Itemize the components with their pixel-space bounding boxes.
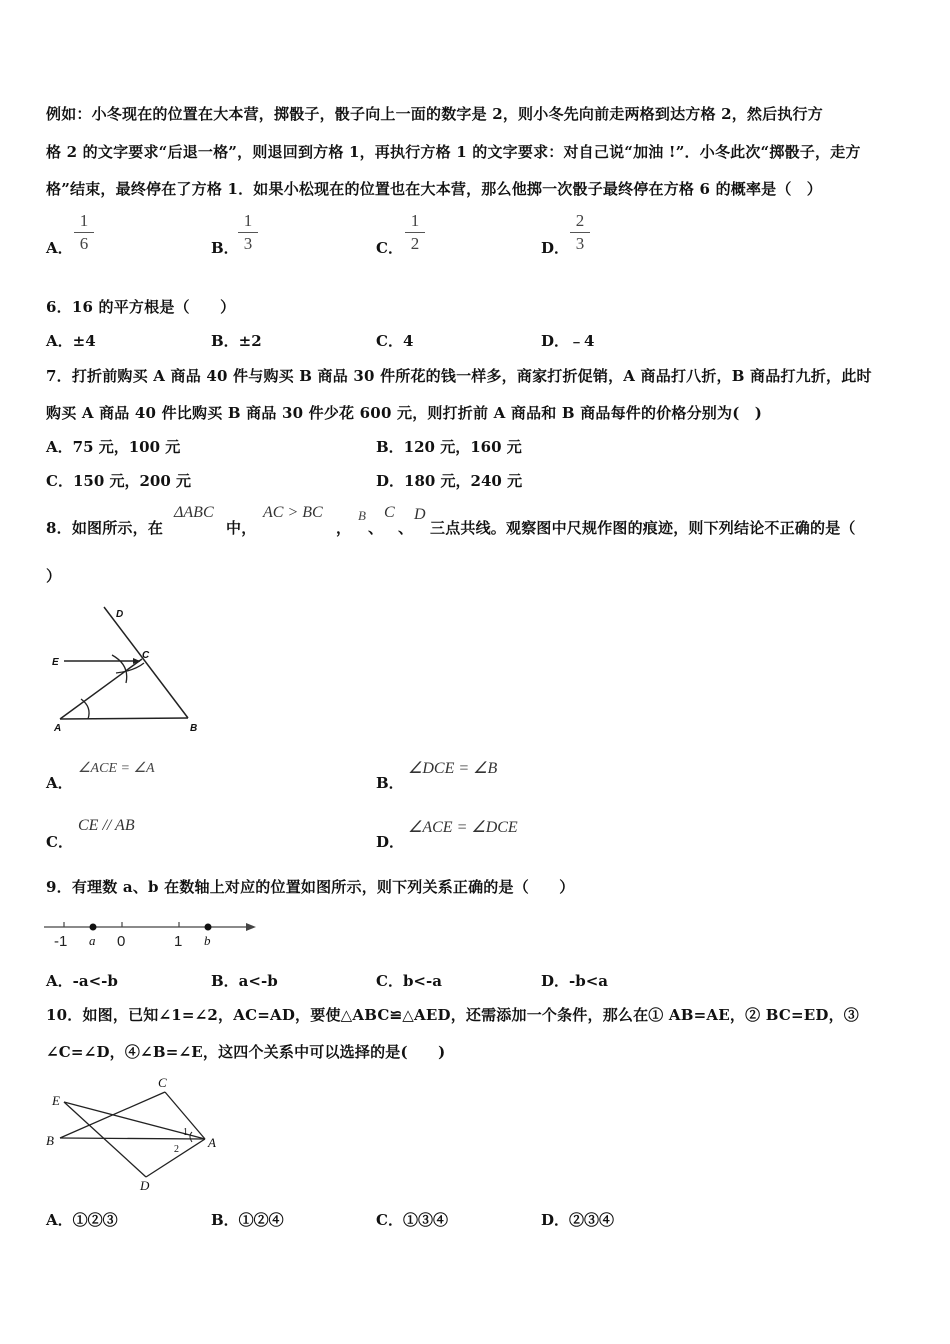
q5-option-d-label: D． [541, 239, 570, 257]
q6-option-a: A．±4 [46, 332, 96, 350]
q9-tick-neg1: -1 [54, 933, 68, 950]
q8-sep-1: 、 [368, 519, 384, 537]
q8-stem-prefix: 8．如图所示，在 [46, 519, 164, 537]
q9-tick-1: 1 [174, 933, 183, 950]
q6-stem: 6．16 的平方根是（ ） [46, 298, 236, 316]
q6-option-d: D．﹣4 [541, 332, 595, 350]
q8-inequality: AC > BC [263, 504, 323, 521]
q7-option-d: D．180 元，240 元 [376, 472, 523, 490]
q5-text-line-3: 格”结束，最终停在了方格 1．如果小松现在的位置也在大本营，那么他掷一次骰子最终停在方格 6 的概率是（ ） [46, 180, 822, 198]
q5-text-line-2: 格 2 的文字要求“后退一格”，则退回到方格 1，再执行方格 1 的文字要求：对自己说“加油 !”．小冬此次“掷骰子，走方 [46, 143, 861, 161]
q8-option-c-label: C． [46, 833, 73, 851]
q8-option-b-expr: ∠DCE = ∠B [408, 760, 498, 777]
q8-figure-label-b: B [190, 723, 198, 734]
q9-point-b-label: b [204, 933, 211, 948]
q9-option-a: A．-a<-b [46, 972, 118, 990]
q9-tick-0: 0 [117, 933, 126, 950]
q7-text-line-2: 购买 A 商品 40 件比购买 B 商品 30 件少花 600 元，则打折前 A 商品和 B 商品每件的价格分别为( ) [46, 404, 762, 422]
q5-option-c-fraction: 1 2 [405, 212, 425, 253]
q10-figure-label-c: C [158, 1075, 167, 1090]
q7-text-line-1: 7．打折前购买 A 商品 40 件与购买 B 商品 30 件所花的钱一样多，商家打折促销，A 商品打八折，B 商品打九折，此时 [46, 367, 872, 385]
q9-option-d: D．-b<a [541, 972, 609, 990]
q10-figure-label-a: A [208, 1135, 216, 1150]
q6-option-b: B．±2 [211, 332, 262, 350]
q8-point-b: B [358, 508, 366, 523]
q8-option-a-expr: ∠ACE = ∠A [78, 761, 155, 776]
q10-figure-angle-2: 2 [174, 1144, 179, 1155]
q8-option-b-label: B． [376, 774, 404, 792]
q8-figure-label-a: A [54, 723, 62, 734]
q8-figure [48, 603, 208, 738]
q7-option-b: B．120 元，160 元 [376, 438, 522, 456]
q10-option-c: C．①③④ [376, 1211, 448, 1229]
q8-triangle-abc: ΔABC [174, 504, 214, 521]
q10-figure [42, 1074, 232, 1194]
q9-option-c: C．b<-a [376, 972, 442, 990]
q7-option-c: C．150 元，200 元 [46, 472, 192, 490]
q8-option-d-label: D． [376, 833, 405, 851]
q10-figure-label-d: D [140, 1178, 150, 1193]
q5-option-d-fraction: 2 3 [570, 212, 590, 253]
q9-stem: 9．有理数 a、b 在数轴上对应的位置如图所示，则下列关系正确的是（ ） [46, 878, 575, 896]
q5-option-b-label: B． [211, 239, 239, 257]
q5-option-b-fraction: 1 3 [238, 212, 258, 253]
q10-option-d: D．②③④ [541, 1211, 615, 1229]
q8-sep-2: 、 [398, 519, 414, 537]
q5-option-a-fraction: 1 6 [74, 212, 94, 253]
q10-figure-label-e: E [52, 1093, 60, 1108]
q10-figure-label-b: B [46, 1133, 54, 1148]
q8-stem-mid: 中， [226, 519, 257, 537]
q8-figure-label-d: D [116, 609, 124, 620]
q8-comma: ， [336, 519, 352, 537]
q7-option-a: A．75 元，100 元 [46, 438, 181, 456]
q8-figure-label-c: C [142, 650, 150, 661]
q10-option-a: A．①②③ [46, 1211, 118, 1229]
q5-option-a-label: A． [46, 239, 73, 257]
q10-text-line-1: 10．如图，已知∠1=∠2，AC=AD，要使△ABC≌△AED，还需添加一个条件，那么在① AB=AE，② BC=ED，③ [46, 1006, 860, 1024]
q6-option-c: C．4 [376, 332, 414, 350]
q9-number-line [42, 912, 262, 952]
q5-text-line-1: 例如：小冬现在的位置在大本营，掷骰子，骰子向上一面的数字是 2，则小冬先向前走两格到达方格 2，然后执行方 [46, 105, 823, 123]
q5-option-c-label: C． [376, 239, 403, 257]
q10-text-line-2: ∠C=∠D，④∠B=∠E，这四个关系中可以选择的是( ) [46, 1043, 446, 1061]
q10-figure-angle-1: 1 [183, 1127, 188, 1138]
q8-option-c-expr: CE // AB [78, 817, 135, 834]
q8-stem-suffix: 三点共线。观察图中尺规作图的痕迹，则下列结论不正确的是（ [430, 519, 856, 537]
q8-stem-close: ） [46, 567, 62, 585]
q9-point-a-label: a [89, 933, 96, 948]
q10-option-b: B．①②④ [211, 1211, 284, 1229]
q8-option-d-expr: ∠ACE = ∠DCE [408, 819, 518, 836]
q8-figure-label-e: E [52, 657, 59, 668]
q8-option-a-label: A． [46, 774, 73, 792]
q8-point-c: C [384, 504, 395, 521]
q9-option-b: B．a<-b [211, 972, 278, 990]
q8-point-d: D [414, 506, 426, 523]
